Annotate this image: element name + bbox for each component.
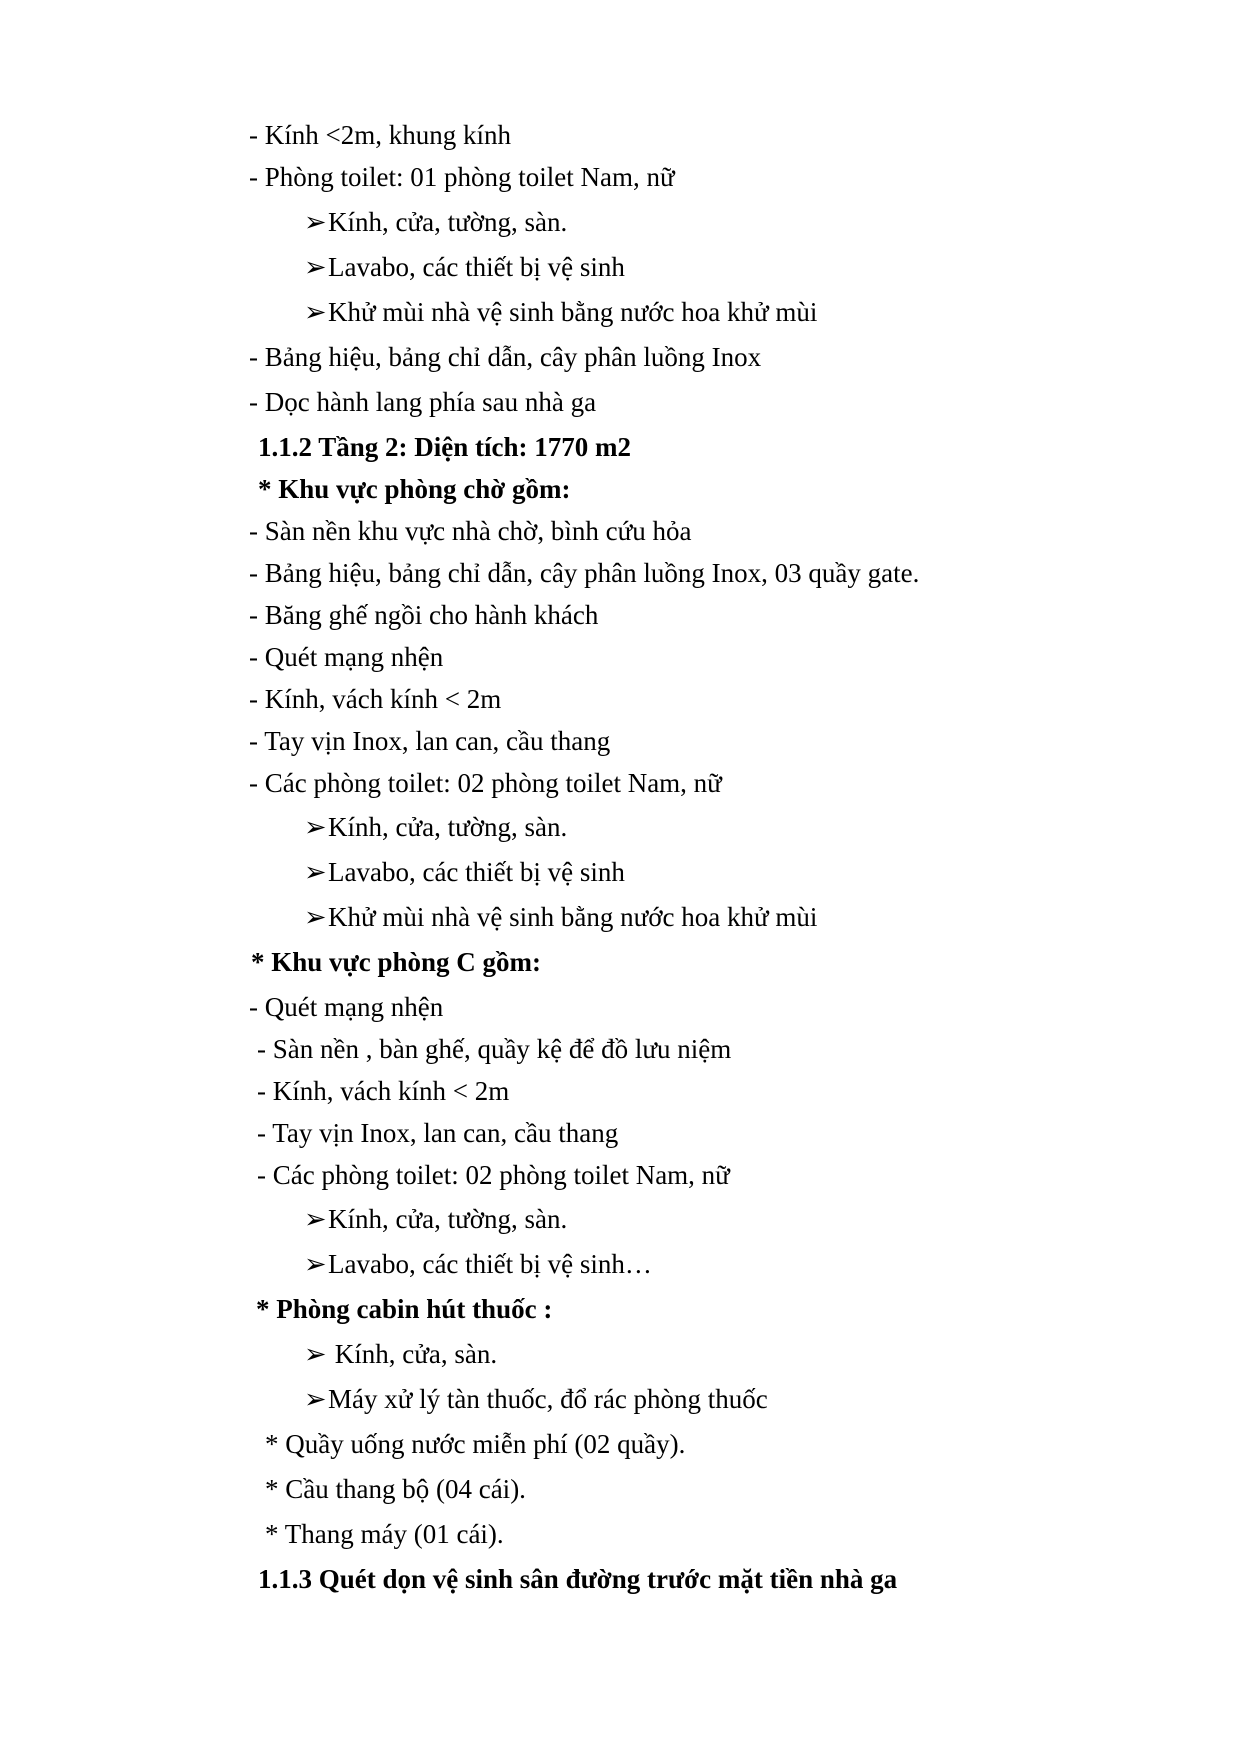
sub-bullet-line: ➢Kính, cửa, tường, sàn. [304,1204,568,1234]
section-heading: 1.1.2 Tầng 2: Diện tích: 1770 m2 [258,432,632,462]
sub-bullet-line: ➢Máy xử lý tàn thuốc, đổ rác phòng thuốc [304,1384,768,1414]
text-line: - Các phòng toilet: 02 phòng toilet Nam, nữ [257,1160,730,1190]
arrow-bullet-icon: ➢ [304,1204,327,1234]
text-line: * Thang máy (01 cái). [265,1519,504,1549]
text-line: - Dọc hành lang phía sau nhà ga [249,387,597,417]
arrow-bullet-icon: ➢ [304,812,327,842]
text-line: - Quét mạng nhện [249,642,444,672]
text-line: - Sàn nền , bàn ghế, quầy kệ để đồ lưu niệm [257,1034,732,1064]
text-line: - Kính <2m, khung kính [249,120,511,150]
sub-bullet-line: ➢Kính, cửa, tường, sàn. [304,812,568,842]
sub-bullet-line: ➢Khử mùi nhà vệ sinh bằng nước hoa khử mùi [304,902,818,932]
arrow-bullet-icon: ➢ [304,1249,327,1279]
sub-bullet-line: ➢Khử mùi nhà vệ sinh bằng nước hoa khử mùi [304,297,818,327]
arrow-bullet-icon: ➢ [304,1339,327,1369]
subsection-heading: * Khu vực phòng chờ gồm: [258,474,571,504]
arrow-bullet-icon: ➢ [304,857,327,887]
sub-bullet-line: ➢Lavabo, các thiết bị vệ sinh [304,252,625,282]
sub-bullet-line: ➢ Kính, cửa, sàn. [304,1339,498,1369]
sub-bullet-line: ➢Lavabo, các thiết bị vệ sinh… [304,1249,652,1279]
text-line: - Bảng hiệu, bảng chỉ dẫn, cây phân luồng Inox [249,342,762,372]
subsection-heading: * Phòng cabin hút thuốc : [256,1294,553,1324]
arrow-bullet-icon: ➢ [304,252,327,282]
arrow-bullet-icon: ➢ [304,1384,327,1414]
text-line: - Kính, vách kính < 2m [249,684,502,714]
sub-bullet-line: ➢Kính, cửa, tường, sàn. [304,207,568,237]
arrow-bullet-icon: ➢ [304,297,327,327]
text-line: - Kính, vách kính < 2m [257,1076,510,1106]
arrow-bullet-icon: ➢ [304,207,327,237]
text-line: - Quét mạng nhện [249,992,444,1022]
text-line: * Quầy uống nước miễn phí (02 quầy). [265,1429,686,1459]
arrow-bullet-icon: ➢ [304,902,327,932]
text-line: - Sàn nền khu vực nhà chờ, bình cứu hỏa [249,516,692,546]
text-line: - Tay vịn Inox, lan can, cầu thang [257,1118,619,1148]
text-line: - Các phòng toilet: 02 phòng toilet Nam, nữ [249,768,722,798]
subsection-heading: * Khu vực phòng C gồm: [251,947,541,977]
text-line: - Bảng hiệu, bảng chỉ dẫn, cây phân luồng Inox, 03 quầy gate. [249,558,920,588]
section-heading: 1.1.3 Quét dọn vệ sinh sân đường trước mặt tiền nhà ga [258,1564,898,1594]
text-line: * Cầu thang bộ (04 cái). [265,1474,526,1504]
sub-bullet-line: ➢Lavabo, các thiết bị vệ sinh [304,857,625,887]
text-line: - Băng ghế ngồi cho hành khách [249,600,599,630]
text-line: - Phòng toilet: 01 phòng toilet Nam, nữ [249,162,675,192]
text-line: - Tay vịn Inox, lan can, cầu thang [249,726,611,756]
